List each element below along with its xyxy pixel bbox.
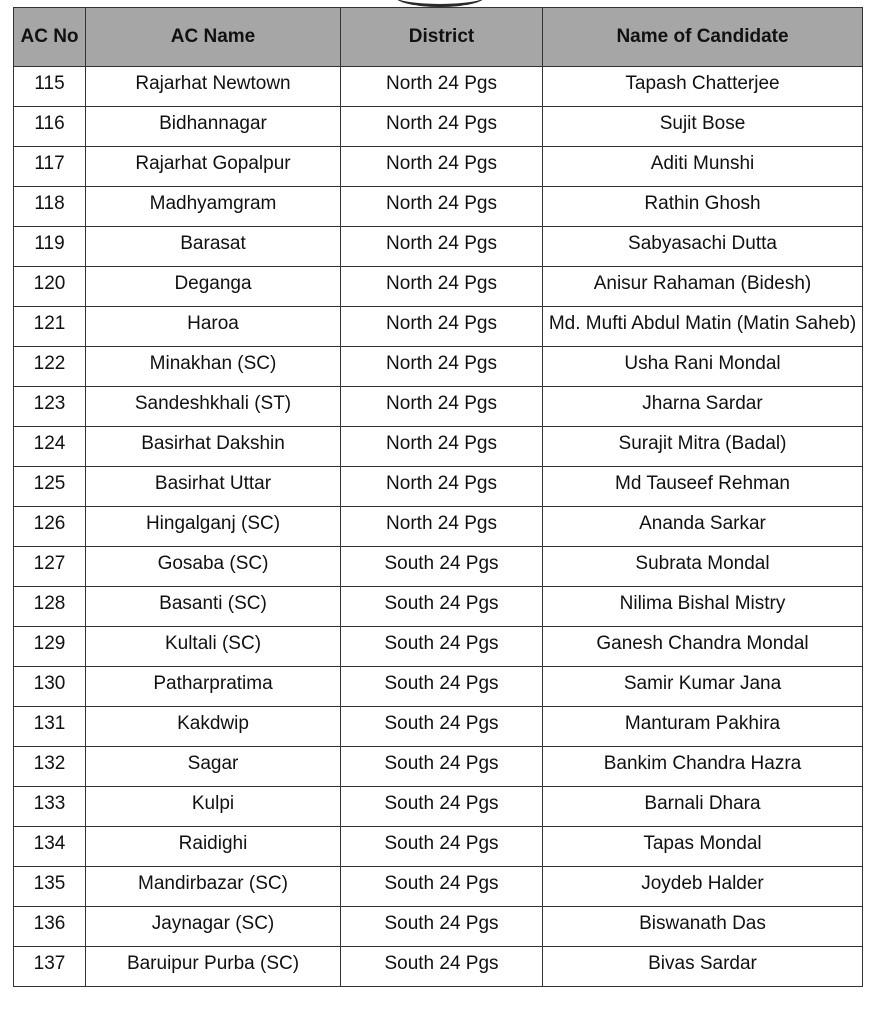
cell-ac-no: 118	[14, 187, 86, 227]
cell-ac-name: Mandirbazar (SC)	[86, 867, 341, 907]
table-row	[14, 547, 863, 587]
cell-ac-no: 119	[14, 227, 86, 267]
cell-district: South 24 Pgs	[341, 547, 543, 587]
cell-district: South 24 Pgs	[341, 587, 543, 627]
cell-ac-no: 137	[14, 947, 86, 987]
cell-district: North 24 Pgs	[341, 187, 543, 227]
header-candidate: Name of Candidate	[543, 8, 863, 67]
cell-ac-no: 122	[14, 347, 86, 387]
cell-ac-no: 132	[14, 747, 86, 787]
cell-district: North 24 Pgs	[341, 307, 543, 347]
cell-district: South 24 Pgs	[341, 627, 543, 667]
table-row	[14, 787, 863, 827]
cell-district: North 24 Pgs	[341, 267, 543, 307]
cell-district: South 24 Pgs	[341, 907, 543, 947]
cell-candidate: Sujit Bose	[543, 107, 863, 147]
cell-candidate: Bankim Chandra Hazra	[543, 747, 863, 787]
cell-district: South 24 Pgs	[341, 747, 543, 787]
table-header	[14, 8, 863, 67]
cell-district: South 24 Pgs	[341, 867, 543, 907]
cell-ac-no: 128	[14, 587, 86, 627]
cell-ac-name: Raidighi	[86, 827, 341, 867]
cell-candidate: Samir Kumar Jana	[543, 667, 863, 707]
cell-ac-name: Madhyamgram	[86, 187, 341, 227]
cell-candidate: Md. Mufti Abdul Matin (Matin Saheb)	[543, 307, 863, 347]
cell-ac-name: Jaynagar (SC)	[86, 907, 341, 947]
cell-candidate: Anisur Rahaman (Bidesh)	[543, 267, 863, 307]
cell-candidate: Bivas Sardar	[543, 947, 863, 987]
cell-district: North 24 Pgs	[341, 107, 543, 147]
cell-ac-no: 135	[14, 867, 86, 907]
cell-district: South 24 Pgs	[341, 707, 543, 747]
cell-ac-no: 125	[14, 467, 86, 507]
cell-candidate: Tapas Mondal	[543, 827, 863, 867]
table-row	[14, 267, 863, 307]
cell-ac-name: Bidhannagar	[86, 107, 341, 147]
table-row	[14, 347, 863, 387]
table-row	[14, 307, 863, 347]
cell-ac-no: 117	[14, 147, 86, 187]
cell-ac-name: Rajarhat Newtown	[86, 67, 341, 107]
table-row	[14, 107, 863, 147]
table-row	[14, 387, 863, 427]
cell-ac-name: Patharpratima	[86, 667, 341, 707]
cell-candidate: Manturam Pakhira	[543, 707, 863, 747]
cell-ac-no: 133	[14, 787, 86, 827]
cell-ac-name: Rajarhat Gopalpur	[86, 147, 341, 187]
cell-candidate: Joydeb Halder	[543, 867, 863, 907]
cell-ac-name: Gosaba (SC)	[86, 547, 341, 587]
table-row	[14, 827, 863, 867]
table-row	[14, 907, 863, 947]
cell-ac-no: 126	[14, 507, 86, 547]
table-row	[14, 427, 863, 467]
cell-ac-name: Minakhan (SC)	[86, 347, 341, 387]
header-ac-name: AC Name	[86, 8, 341, 67]
cell-ac-name: Sandeshkhali (ST)	[86, 387, 341, 427]
cell-district: North 24 Pgs	[341, 227, 543, 267]
cell-ac-name: Kakdwip	[86, 707, 341, 747]
cell-candidate: Md Tauseef Rehman	[543, 467, 863, 507]
cell-candidate: Ganesh Chandra Mondal	[543, 627, 863, 667]
cell-ac-name: Deganga	[86, 267, 341, 307]
header-district: District	[341, 8, 543, 67]
cell-candidate: Aditi Munshi	[543, 147, 863, 187]
table-row	[14, 187, 863, 227]
cell-ac-no: 115	[14, 67, 86, 107]
cell-candidate: Jharna Sardar	[543, 387, 863, 427]
cell-district: North 24 Pgs	[341, 507, 543, 547]
table-row	[14, 627, 863, 667]
table-row	[14, 467, 863, 507]
cell-candidate: Rathin Ghosh	[543, 187, 863, 227]
cell-district: North 24 Pgs	[341, 467, 543, 507]
header-ac-no: AC No	[14, 8, 86, 67]
cell-ac-name: Kultali (SC)	[86, 627, 341, 667]
cell-ac-name: Barasat	[86, 227, 341, 267]
cell-district: North 24 Pgs	[341, 427, 543, 467]
cell-ac-name: Kulpi	[86, 787, 341, 827]
cell-district: South 24 Pgs	[341, 827, 543, 867]
cell-candidate: Tapash Chatterjee	[543, 67, 863, 107]
table-row	[14, 667, 863, 707]
cell-ac-name: Haroa	[86, 307, 341, 347]
cell-candidate: Nilima Bishal Mistry	[543, 587, 863, 627]
cell-district: South 24 Pgs	[341, 947, 543, 987]
table-row	[14, 867, 863, 907]
cell-candidate: Barnali Dhara	[543, 787, 863, 827]
cell-candidate: Subrata Mondal	[543, 547, 863, 587]
cell-candidate: Biswanath Das	[543, 907, 863, 947]
table-row	[14, 747, 863, 787]
cell-ac-name: Basanti (SC)	[86, 587, 341, 627]
cell-ac-no: 129	[14, 627, 86, 667]
cell-ac-no: 124	[14, 427, 86, 467]
cell-district: South 24 Pgs	[341, 667, 543, 707]
table-row	[14, 587, 863, 627]
header-row	[14, 8, 863, 67]
cell-candidate: Surajit Mitra (Badal)	[543, 427, 863, 467]
table-body	[14, 67, 863, 987]
cell-district: North 24 Pgs	[341, 347, 543, 387]
cell-ac-name: Sagar	[86, 747, 341, 787]
cell-district: North 24 Pgs	[341, 147, 543, 187]
table-row	[14, 507, 863, 547]
cell-ac-no: 120	[14, 267, 86, 307]
cell-ac-name: Basirhat Dakshin	[86, 427, 341, 467]
table-row	[14, 227, 863, 267]
table-row	[14, 147, 863, 187]
cell-district: North 24 Pgs	[341, 387, 543, 427]
cell-ac-no: 134	[14, 827, 86, 867]
cell-candidate: Sabyasachi Dutta	[543, 227, 863, 267]
cell-candidate: Usha Rani Mondal	[543, 347, 863, 387]
cell-ac-no: 131	[14, 707, 86, 747]
cell-ac-no: 127	[14, 547, 86, 587]
cell-district: North 24 Pgs	[341, 67, 543, 107]
cell-candidate: Ananda Sarkar	[543, 507, 863, 547]
cell-ac-no: 130	[14, 667, 86, 707]
candidates-table	[13, 7, 863, 987]
cell-ac-no: 116	[14, 107, 86, 147]
cell-ac-name: Basirhat Uttar	[86, 467, 341, 507]
cell-ac-no: 121	[14, 307, 86, 347]
cell-ac-name: Hingalganj (SC)	[86, 507, 341, 547]
cell-district: South 24 Pgs	[341, 787, 543, 827]
table-row	[14, 707, 863, 747]
page-top-decoration	[395, 0, 485, 7]
cell-ac-no: 123	[14, 387, 86, 427]
cell-ac-no: 136	[14, 907, 86, 947]
table-row	[14, 947, 863, 987]
cell-ac-name: Baruipur Purba (SC)	[86, 947, 341, 987]
table-row	[14, 67, 863, 107]
